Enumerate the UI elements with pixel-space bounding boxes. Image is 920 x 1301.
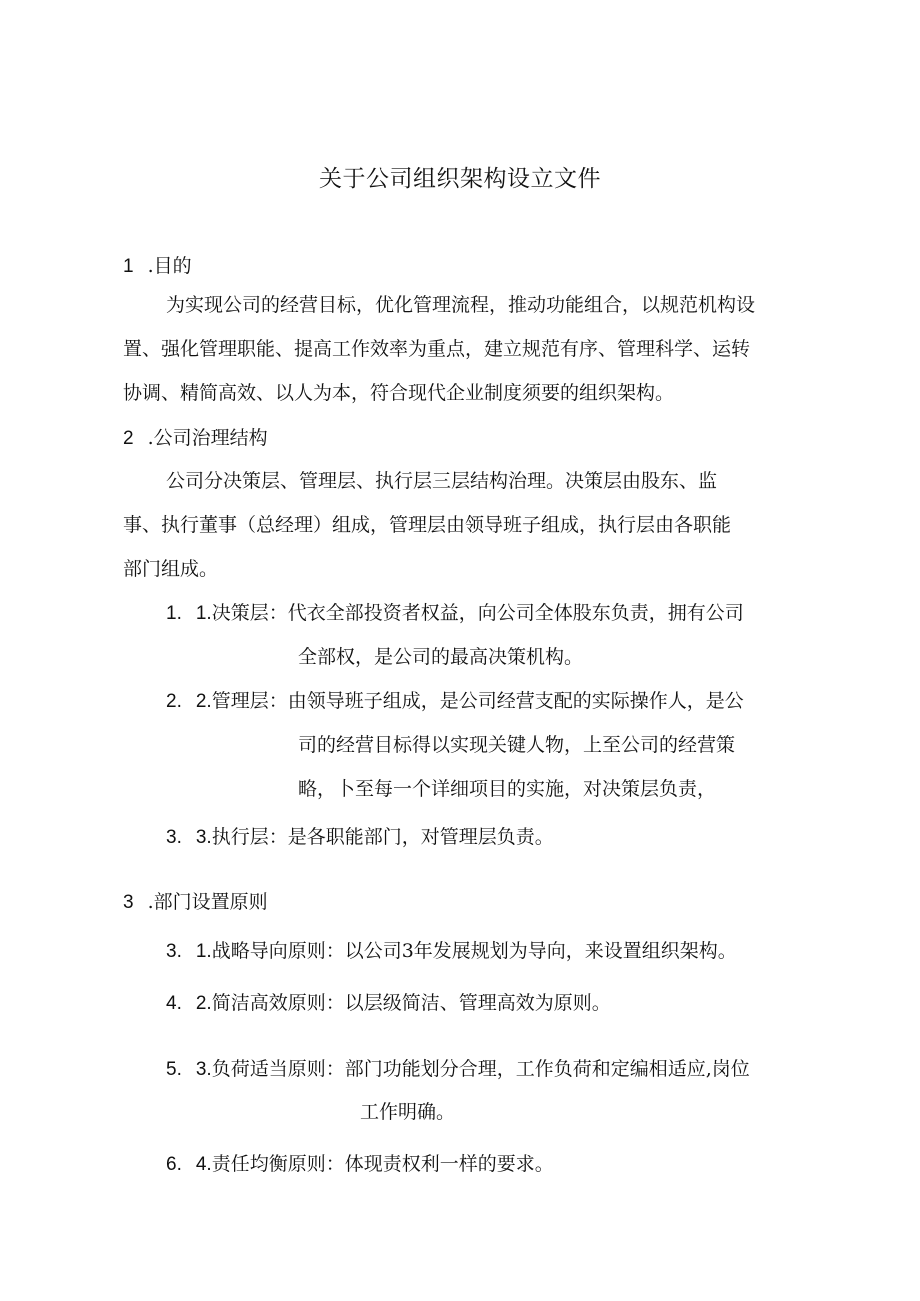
- document-title: 关于公司组织架构设立文件: [319, 166, 601, 192]
- section-title: .目的: [147, 255, 192, 277]
- list-item: 2. 2.管理层：由领导班子组成，是公司经营支配的实际操作人，是公: [166, 690, 744, 712]
- section-number: 3: [123, 892, 134, 913]
- section-number: 1: [123, 256, 134, 277]
- section-heading-3: [123, 887, 268, 918]
- list-item-continuation: 全部权，是公司的最高决策机构。: [298, 646, 584, 668]
- list-item: 1. 1.决策层：代衣全部投资者权益，向公司全体股东负责，拥有公司: [166, 602, 744, 624]
- paragraph-line: 部门组成。: [123, 558, 219, 580]
- section-heading-2: [123, 423, 268, 454]
- list-item: 4. 2.简洁高效原则：以层级简洁、管理高效为原则。: [166, 992, 611, 1014]
- paragraph-line: 公司分决策层、管理层、执行层三层结构治理。决策层由股东、监: [166, 470, 718, 492]
- list-item: 3. 1.战略导向原则：以公司3年发展规划为导向，来设置组织架构。: [166, 940, 737, 962]
- section-title: .公司治理结构: [147, 427, 268, 449]
- section-number: 2: [123, 428, 134, 449]
- paragraph-line: 事、执行董事（总经理）组成，管理层由领导班子组成，执行层由各职能: [123, 514, 732, 536]
- paragraph-line: 协调、精简高效、以人为本，符合现代企业制度须要的组织架构。: [123, 382, 675, 404]
- list-item: 6. 4.责任均衡原则：体现责权利一样的要求。: [166, 1153, 554, 1175]
- list-item-continuation: 略，卜至每一个详细项目的实施，对决策层负责，: [298, 778, 717, 800]
- list-item: 5. 3.负荷适当原则：部门功能划分合理，工作负荷和定编相适应,岗位: [166, 1058, 750, 1080]
- list-item-continuation: 工作明确。: [360, 1101, 456, 1123]
- paragraph-line: 置、强化管理职能、提高工作效率为重点，建立规范有序、管理科学、运转: [123, 338, 751, 360]
- paragraph-line: 为实现公司的经营目标，优化管理流程，推动功能组合，以规范机构设: [166, 294, 756, 316]
- list-item: 3. 3.执行层：是各职能部门，对管理层负责。: [166, 826, 554, 848]
- list-item-continuation: 司的经营目标得以实现关键人物，上至公司的经营策: [298, 734, 736, 756]
- section-title: .部门设置原则: [147, 891, 268, 913]
- section-heading-1: [123, 251, 192, 282]
